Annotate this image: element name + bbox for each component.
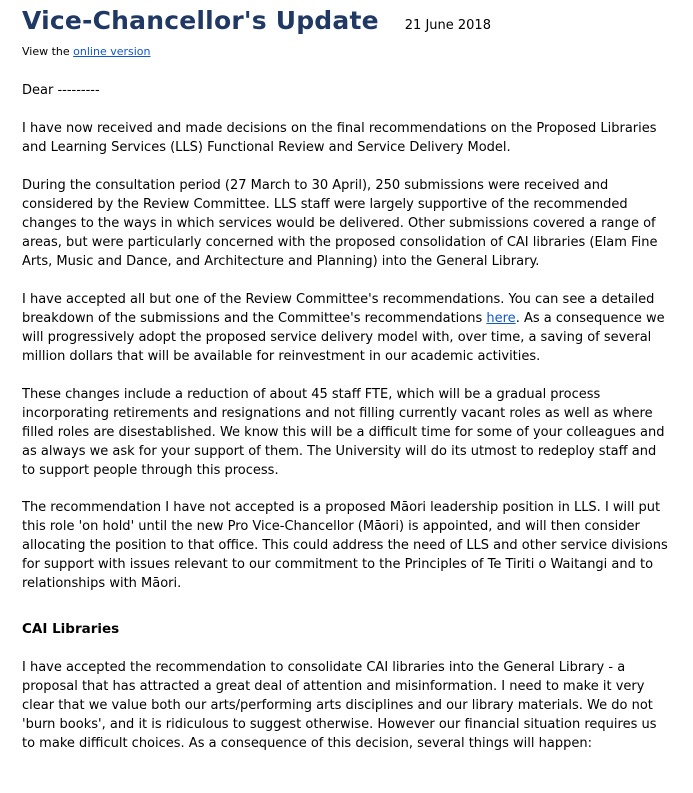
paragraph-intro: I have now received and made decisions on the final recommendations on the Proposed Libraries and Learning Services (LLS) Functional Review and Service Delivery Model. [22,120,657,155]
paragraph-cai-consolidation: I have accepted the recommendation to consolidate CAI libraries into the General Library - a proposal that has attracted a great deal of attention and misinformation. I need to make it very clear that we value both our arts/performing arts disciplines and our library materials. We do not 'burn books', and it is ridiculous to suggest otherwise. However our financial situation requires us to make difficult choices. As a consequence of this decision, several things will happen: [22,660,657,751]
paragraph-recommendations-text-after: . As a consequence we will progressively adopt the proposed service delivery model with, over time, a saving of several million dollars that will be available for reinvestment in our academic activities. [22,310,665,364]
issue-date: 21 June 2018 [404,18,491,33]
paragraph-maori-position: The recommendation I have not accepted is a proposed Māori leadership position in LLS. I will put this role 'on hold' until the new Pro Vice-Chancellor (Māori) is appointed, and will then consider allocating the position to that office. This could address the need of LLS and other service divisions for support with issues relevant to our commitment to the Principles of Te Tiriti o Waitangi and to relationships with Māori. [22,500,668,592]
online-version-link[interactable]: online version [73,45,151,58]
header [22,6,673,35]
paragraph-staff-changes: These changes include a reduction of about 45 staff FTE, which will be a gradual process incorporating retirements and resignations and not filling currently vacant roles as well as where filled roles are disestablished. We know this will be a difficult time for some of your colleagues and as always we ask for your support of them. The University will do its utmost to redeploy staff and to support people through this process. [22,386,665,478]
salutation: Dear --------- [22,83,100,98]
newsletter-body [22,82,673,754]
view-online-prefix: View the [22,45,74,58]
page-title: Vice-Chancellor's Update [22,6,379,35]
paragraph-recommendations [22,291,673,367]
paragraph-consultation: During the consultation period (27 March to 30 April), 250 submissions were received and considered by the Review Committee. LLS staff were largely supportive of the recommended changes to the ways in which services would be delivered. Other submissions covered a range of areas, but were particularly concerned with the proposed consolidation of CAI libraries (Elam Fine Arts, Music and Dance, and Architecture and Planning) into the General Library. [22,177,658,269]
view-online-line [22,45,673,58]
section-heading-cai-libraries: CAI Libraries [22,621,120,638]
paragraph-recommendations-text-before: I have accepted all but one of the Review Committee's recommendations. You can see a detailed breakdown of the submissions and the Committee's recommendations [22,291,655,326]
recommendations-here-link[interactable]: here [486,310,516,326]
